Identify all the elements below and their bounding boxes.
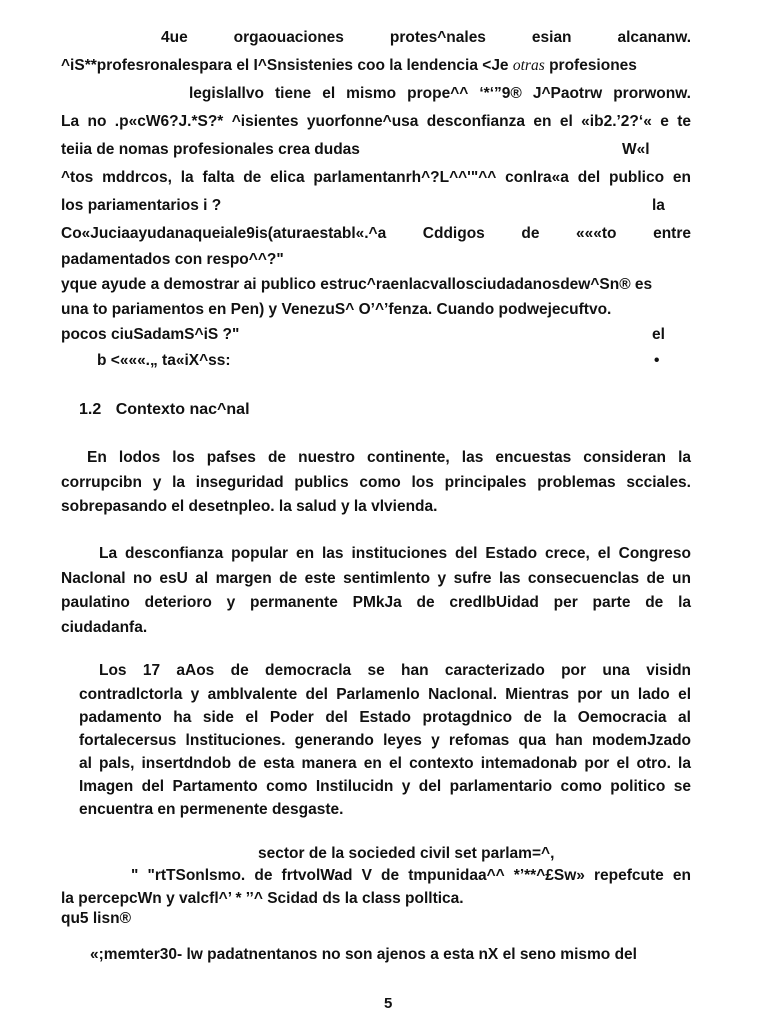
section-heading [79,400,250,419]
paragraph-line: qu5 lisn® [61,910,131,927]
text-line: los pariamentarios i ? [61,197,222,214]
paragraph-line: contradlctorla y amblvalente del Parlamenlo Naclonal. Mientras por un lado el [79,686,691,703]
text-line: b <«««.„ ta«iX^ss: [97,352,231,369]
paragraph-line: encuentra en permenente desgaste. [79,801,344,818]
paragraph-line: En lodos los pafses de nuestro continente, las encuestas consideran la [87,449,691,466]
text-line: la [652,197,665,214]
paragraph-line: La desconfianza popular en las instituciones del Estado crece, el Congreso [99,545,691,562]
section-number: 1.2 [79,401,102,418]
page-number: 5 [384,995,393,1012]
text-line: Co«Juciaayudanaqueiale9is(aturaestabl«.^a Cddigos de «««to entre [61,225,691,242]
text-line: legislallvo tiene el mismo prope^^ ‘*‘”9® J^Paotrw prorwonw. [189,85,691,102]
paragraph-line: sobrepasando el desetnpleo. la salud y la vlvienda. [61,498,438,515]
text-line: el [652,326,665,343]
paragraph-line: Naclonal no esU al margen de este sentimlento y sufre las consecuenclas de un [61,570,691,587]
text-line [61,57,637,76]
text-line: • [654,352,660,369]
text-line: La no .p«cW6?J.*S?* ^isientes yuorfonne^usa desconfianza en el «ib2.’2?‘« e te [61,113,691,130]
text-fragment: profesiones [549,57,637,74]
paragraph-line: padamento ha side el Poder del Estado protagdnico de la Oemocracia al [79,709,691,726]
paragraph-line: " "rtTSonlsmo. de frtvolWad V de tmpunidaa^^ *’**^£Sw» repefcute en [131,867,691,884]
text-line: ^tos mddrcos, la falta de elica parlamentanrh^?L^^'"^^ conlra«a del publico en [61,169,691,186]
text-line: pocos ciuSadamS^iS ?" [61,326,240,343]
paragraph-line: sector de la socieded civil set parlam=^, [258,845,555,862]
paragraph-line: ciudadanfa. [61,619,148,636]
paragraph-line: al pals, insertdndob de esta manera en el contexto intemadonab por el otro. la [79,755,691,772]
text-line: yque ayude a demostrar ai publico estruc^raenlacvallosciudadanosdew^Sn® es [61,276,653,293]
text-line: 4ue orgaouaciones protes^nales esian alcananw. [161,29,691,46]
paragraph-line: Imagen del Partamento como Instilucidn y del parlamentario como politico se [79,778,691,795]
paragraph-line: corrupcibn y la inseguridad publics como los principales problemas scciales. [61,474,691,491]
paragraph-line: Los 17 aAos de democracla se han caracterizado por una visidn [99,662,691,679]
text-line: una to pariamentos en Pen) y VenezuS^ O’^’fenza. Cuando podwejecuftvo. [61,301,612,318]
paragraph-line: fortalecersus lnstituciones. generando leyes y refomas qua han modemJzado [79,732,691,749]
text-fragment: ^iS**profesronalespara el I^Snsistenies coo la lendencia <Je [61,57,509,74]
paragraph-line: «;memter30- lw padatnentanos no son ajenos a esta nX el seno mismo del [90,946,637,963]
text-line: padamentados con respo^^?" [61,251,284,268]
paragraph-line: la percepcWn y valcfl^’ * ’’^ Scidad ds la class polltica. [61,890,464,907]
paragraph-line: paulatino deterioro y permanente PMkJa de credlbUidad per parte de la [61,594,691,611]
section-title: Contexto nac^nal [115,401,250,418]
text-fragment: otras [512,57,545,74]
text-line: teiia de nomas profesionales crea dudas [61,141,360,158]
text-line: W«l [622,141,650,158]
